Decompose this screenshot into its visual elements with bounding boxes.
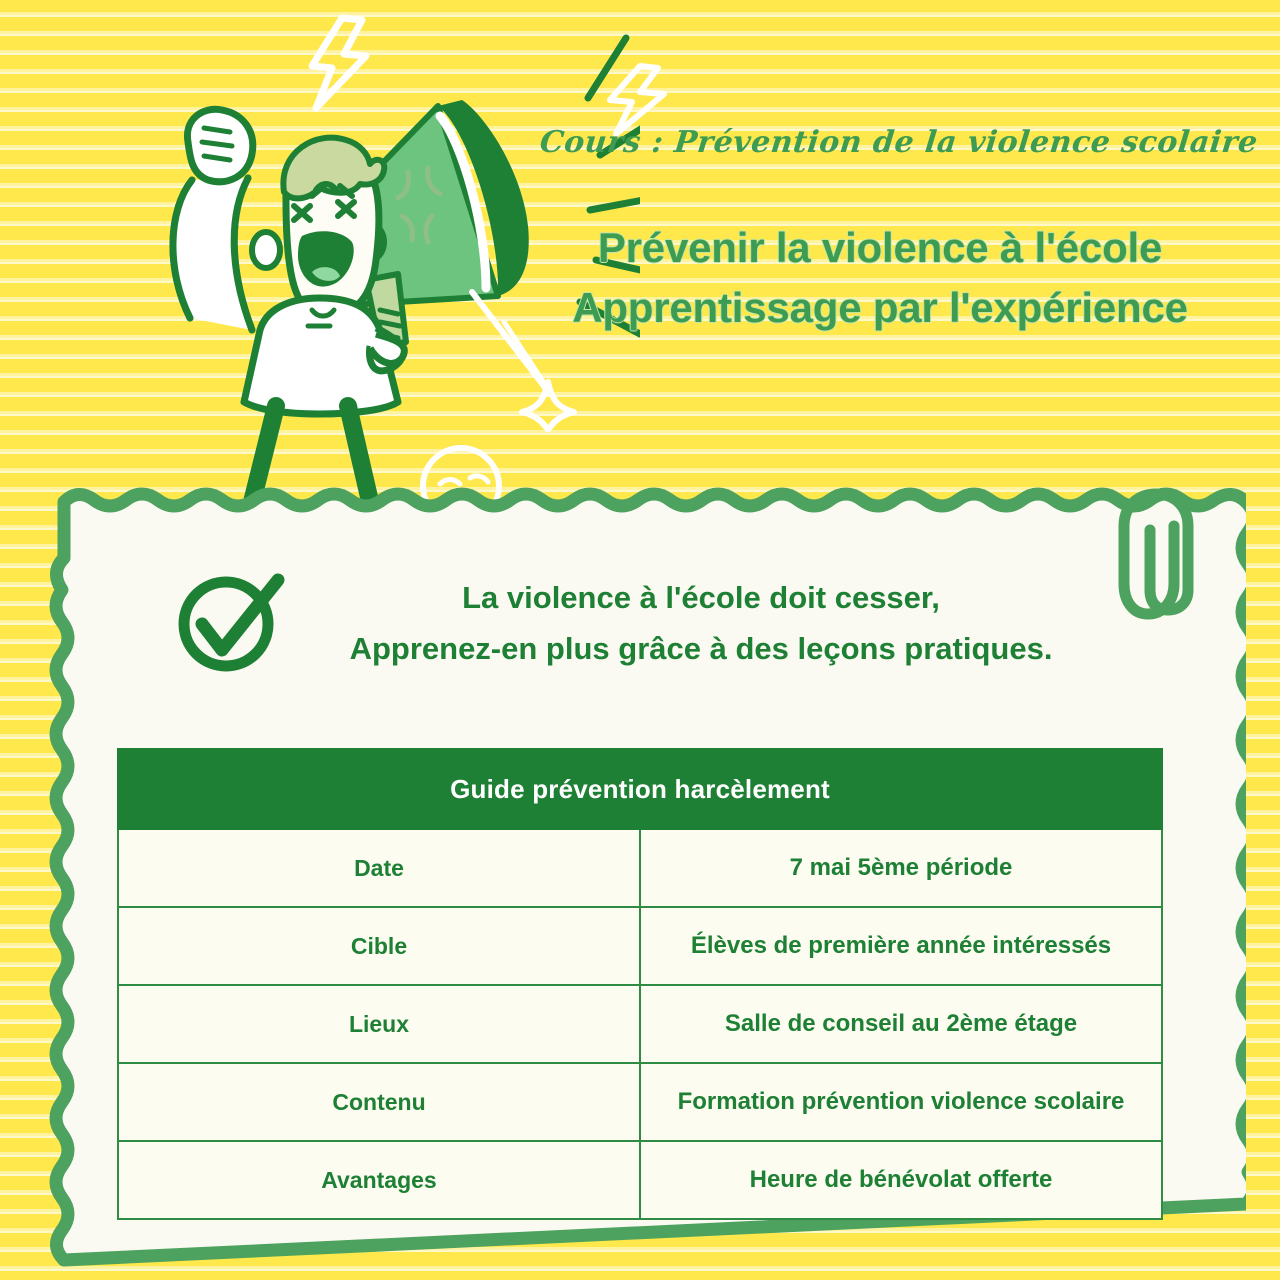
lightning-bolt-icon — [312, 18, 366, 108]
table-header-row — [118, 749, 1162, 829]
row-label-lieux: Lieux — [118, 985, 640, 1063]
row-value-cible: Élèves de première année intéressés — [640, 907, 1162, 985]
row-value-avantages: Heure de bénévolat offerte — [640, 1141, 1162, 1219]
table-row — [118, 907, 1162, 985]
info-table — [117, 748, 1163, 1220]
row-value-date: 7 mai 5ème période — [640, 829, 1162, 907]
raised-arm — [173, 109, 253, 330]
row-value-lieux: Salle de conseil au 2ème étage — [640, 985, 1162, 1063]
page-title — [540, 218, 1220, 337]
info-card — [34, 476, 1246, 1280]
course-label: Cours : Prévention de la violence scolaire — [538, 125, 1260, 160]
table-row — [118, 829, 1162, 907]
headline-line-1: Prévenir la violence à l'école — [597, 224, 1163, 271]
table-row — [118, 1063, 1162, 1141]
character-head — [252, 138, 384, 316]
subtitle-line-2: Apprenez-en plus grâce à des leçons pratiques. — [349, 631, 1053, 666]
table-title: Guide prévention harcèlement — [118, 749, 1162, 829]
row-label-avantages: Avantages — [118, 1141, 640, 1219]
hero-text-block — [538, 125, 1260, 337]
row-label-contenu: Contenu — [118, 1063, 640, 1141]
table-row — [118, 1141, 1162, 1219]
row-label-date: Date — [118, 829, 640, 907]
headline-line-2: Apprentissage par l'expérience — [572, 283, 1188, 331]
subtitle-line-1: La violence à l'école doit cesser, — [462, 580, 940, 616]
row-value-contenu: Formation prévention violence scolaire — [640, 1063, 1162, 1141]
check-circle-icon — [174, 566, 292, 676]
row-label-cible: Cible — [118, 907, 640, 985]
subtitle-block — [174, 572, 1104, 676]
table-body — [118, 829, 1162, 1219]
table-row — [118, 985, 1162, 1063]
megaphone-icon — [298, 100, 529, 346]
